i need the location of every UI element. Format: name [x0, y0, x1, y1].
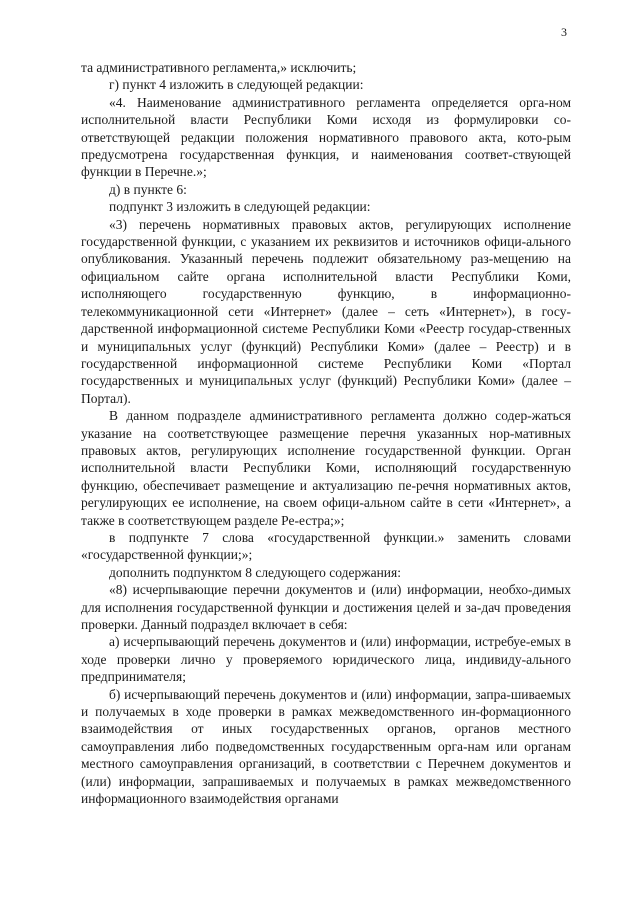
paragraph: б) исчерпывающий перечень документов и (или) информации, запра-шиваемых и получаемых в ходе проверки в рамках межведомственного ин-формационного взаимодействия от иных государственных органов, органов местного самоуправления либо подведомственных государственным орга-нам или органам местного самоуправления организаций, в соответствии с Перечнем документов и (или) информации, запрашиваемых и получаемых в рамках межведомственного информационного взаимодействия органами [81, 686, 571, 807]
document-body [81, 59, 571, 807]
paragraph: подпункт 3 изложить в следующей редакции: [109, 199, 371, 215]
paragraph: «4. Наименование административного регламента определяется орга-ном исполнительной власти Республики Коми исходя из формулировки со-ответствующей редакции положения нормативного правового акта, кото-рым предусмотрена государственная функция, и наименования соответ-ствующей функции в Перечне.»; [81, 94, 571, 180]
paragraph: в подпункте 7 слова «государственной функции.» заменить словами «государственной функции;»; [81, 529, 571, 563]
paragraph: «3) перечень нормативных правовых актов, регулирующих исполнение государственной функции, с указанием их реквизитов и источников офици-ального опубликования. Указанный перечень подлежит обязательному раз-мещению на официальном сайте органа исполнительной власти Республики Коми, исполняющего государственную функцию, в информационно-телекоммуникационной сети «Интернет» (далее – сеть «Интернет»), в госу-дарственной информационной системе Республики Коми «Реестр государ-ственных и муниципальных услуг (функций) Республики Коми» (далее – Реестр) и в государственной информационной системе Республики Коми «Портал государственных и муниципальных услуг (функций) Республики Коми» (далее – Портал). [81, 216, 571, 406]
paragraph: г) пункт 4 изложить в следующей редакции: [109, 77, 364, 93]
paragraph: д) в пункте 6: [109, 181, 187, 197]
page-number: 3 [561, 25, 567, 39]
paragraph: а) исчерпывающий перечень документов и (или) информации, истребуе-емых в ходе проверки лично у проверяемого юридического лица, индивиду-ального предпринимателя; [81, 634, 571, 685]
paragraph: «8) исчерпывающие перечни документов и (или) информации, необхо-димых для исполнения государственной функции и достижения целей и за-дач проведения проверки. Данный подраздел включает в себя: [81, 582, 571, 632]
paragraph: В данном подразделе административного регламента должно содер-жаться указание на соответствующее размещение перечня указанных нор-мативных правовых актов, регулирующих исполнение государственной функции. Орган исполнительной власти Республики Коми, исполняющий государственную функцию, обеспечивает размещение и актуализацию пе-речня нормативных актов, регулирующих ее исполнение, на своем офици-альном сайте в сети «Интернет», а также в соответствующем разделе Ре-естра;»; [81, 408, 571, 528]
paragraph: дополнить подпунктом 8 следующего содержания: [109, 564, 401, 580]
paragraph: та административного регламента,» исключить; [81, 60, 357, 75]
